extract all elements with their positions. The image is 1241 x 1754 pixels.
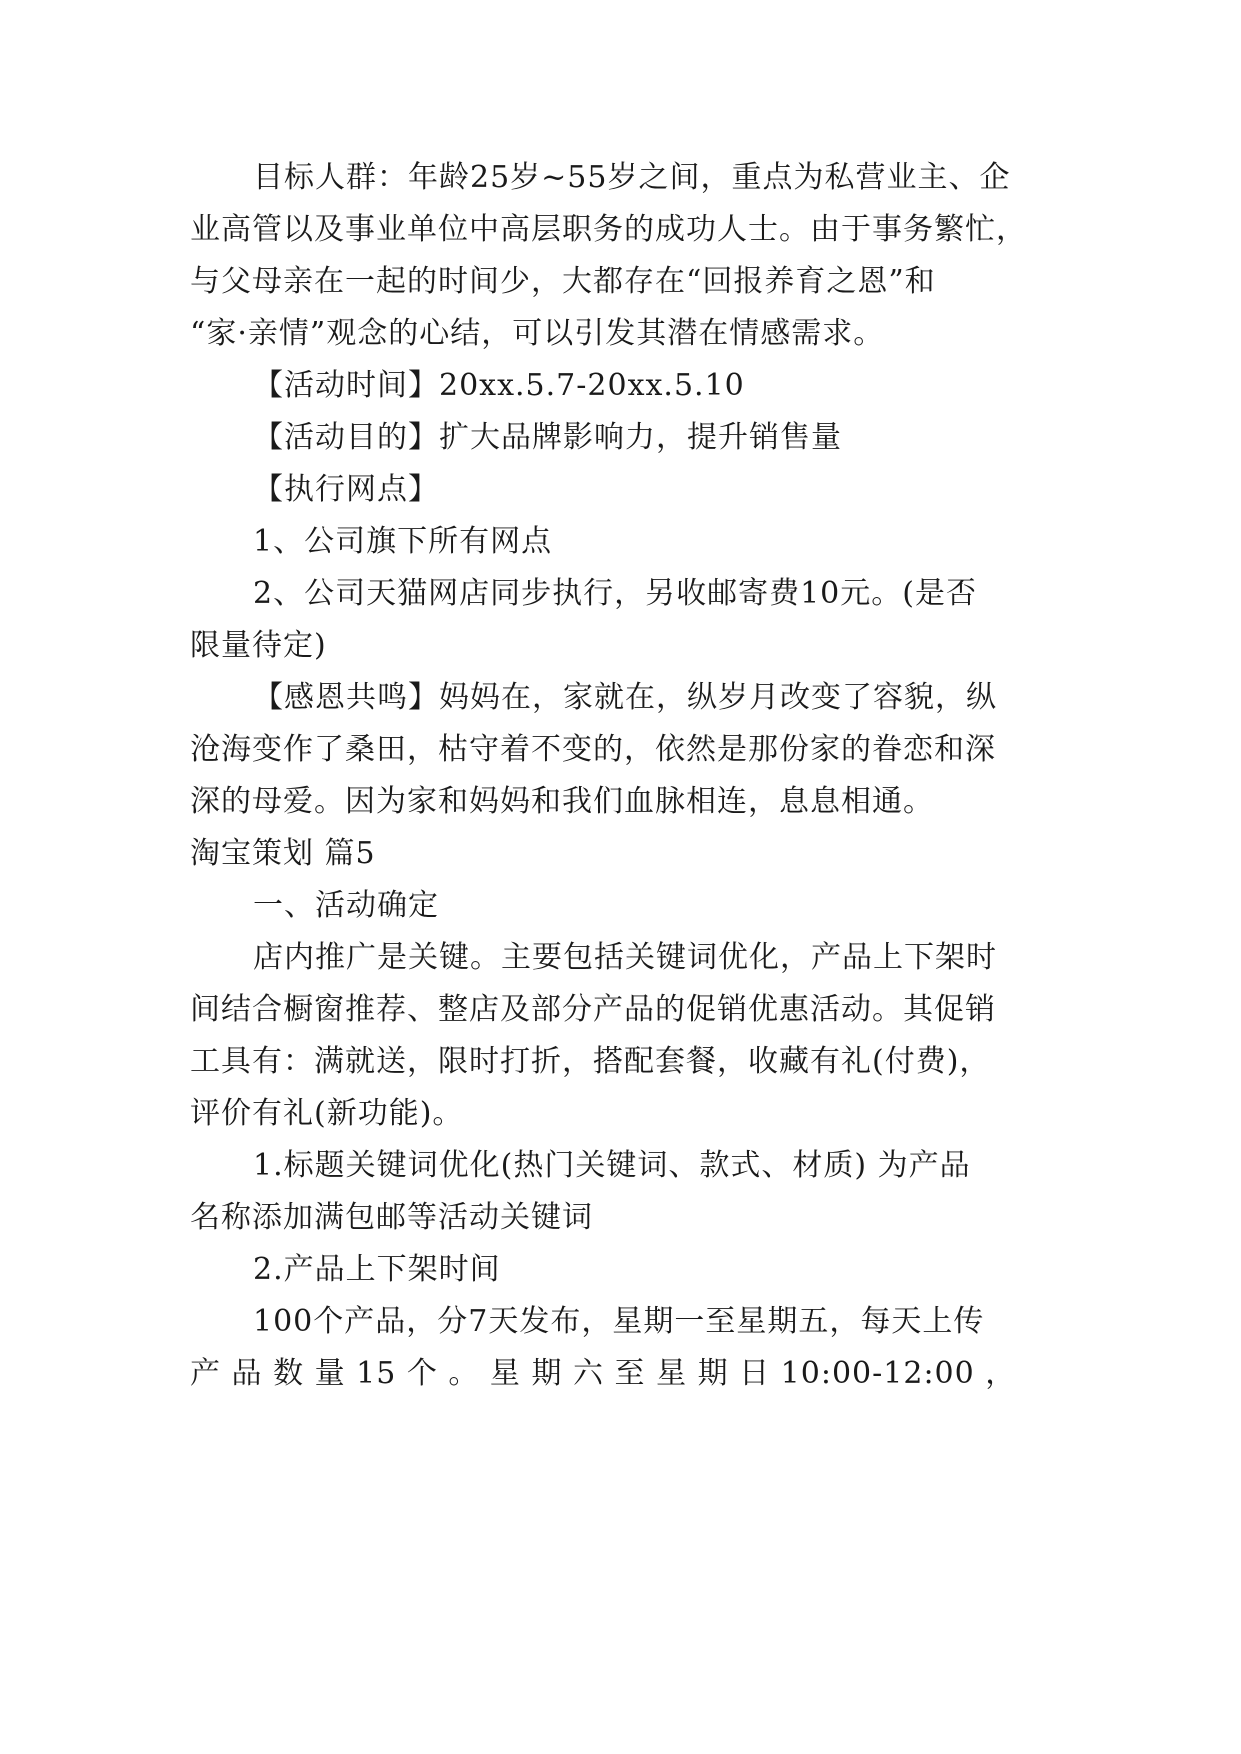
activity-time-line: 【活动时间】20xx.5.7-20xx.5.10 xyxy=(253,368,745,403)
paragraph-line: 深的母爱。因为家和妈妈和我们血脉相连，息息相通。 xyxy=(190,784,934,819)
paragraph-line: 与父母亲在一起的时间少，大都存在“回报养育之恩”和 xyxy=(190,264,936,299)
paragraph-line: 评价有礼(新功能)。 xyxy=(190,1096,464,1131)
paragraph-line: 限量待定) xyxy=(190,628,327,663)
list-item: 2.产品上下架时间 xyxy=(253,1252,501,1287)
execution-outlets-heading: 【执行网点】 xyxy=(253,472,439,507)
paragraph-line: 间结合橱窗推荐、整店及部分产品的促销优惠活动。其促销 xyxy=(190,992,996,1027)
gratitude-line: 【感恩共鸣】妈妈在，家就在，纵岁月改变了容貌，纵 xyxy=(253,680,997,715)
paragraph-line: 名称添加满包邮等活动关键词 xyxy=(190,1200,593,1235)
subsection-heading: 一、活动确定 xyxy=(253,888,439,923)
paragraph-line: 业高管以及事业单位中高层职务的成功人士。由于事务繁忙， xyxy=(190,212,1027,247)
paragraph-line: 店内推广是关键。主要包括关键词优化，产品上下架时 xyxy=(253,940,997,975)
paragraph-line: 100个产品，分7天发布，星期一至星期五，每天上传 xyxy=(253,1304,985,1339)
paragraph-line: 工具有：满就送，限时打折，搭配套餐，收藏有礼(付费)， xyxy=(190,1044,991,1079)
section-title: 淘宝策划 篇5 xyxy=(190,836,376,871)
paragraph-line: “家·亲情”观念的心结，可以引发其潜在情感需求。 xyxy=(190,316,885,351)
paragraph-line: 目标人群：年龄25岁~55岁之间，重点为私营业主、企 xyxy=(253,160,1011,195)
paragraph-line: 沧海变作了桑田，枯守着不变的，依然是那份家的眷恋和深 xyxy=(190,732,996,767)
list-item: 2、公司天猫网店同步执行，另收邮寄费10元。(是否 xyxy=(253,576,977,611)
paragraph-line: 产 品 数 量 15 个 。 星 期 六 至 星 期 日 10:00-12:00 ， xyxy=(190,1356,1017,1391)
list-item: 1、公司旗下所有网点 xyxy=(253,524,553,559)
list-item: 1.标题关键词优化(热门关键词、款式、材质) 为产品 xyxy=(253,1148,971,1183)
activity-purpose-line: 【活动目的】扩大品牌影响力，提升销售量 xyxy=(253,420,842,455)
